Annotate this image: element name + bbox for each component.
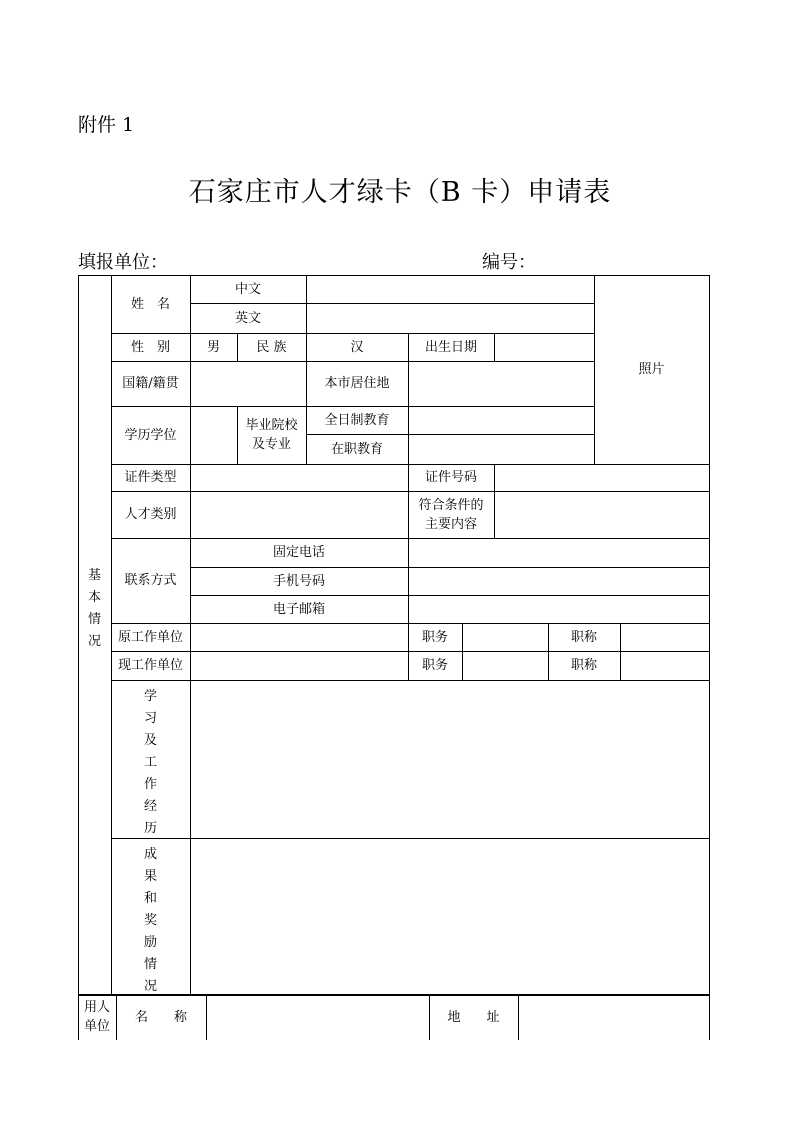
- rule: [494, 464, 495, 538]
- rule: [408, 361, 409, 406]
- full-time-education-label: 全日制教育: [324, 412, 390, 428]
- former-title-rank-label: 职称: [570, 629, 597, 645]
- former-position-label: 职务: [421, 629, 448, 645]
- mobile-label: 手机号码: [272, 573, 325, 589]
- border-right: [709, 275, 710, 995]
- rule: [111, 680, 709, 681]
- achievements-awards-label: 成 果 和 奖 励 情 况: [143, 847, 157, 994]
- rule: [462, 623, 463, 680]
- current-position-label: 职务: [421, 658, 448, 673]
- ethnicity-value: 汉: [350, 339, 364, 355]
- rule: [494, 333, 495, 361]
- rule: [111, 838, 709, 839]
- ethnicity-label: 民 族: [256, 339, 287, 355]
- rule: [206, 995, 207, 1040]
- employer-address-label: 地 址: [447, 1010, 500, 1025]
- gender-label: 性 别: [130, 339, 170, 355]
- education-label: 学历学位: [124, 427, 177, 443]
- name-chinese-label: 中文: [234, 281, 261, 297]
- rule: [190, 275, 191, 994]
- number-label: 编号：: [482, 252, 536, 273]
- name-label: 姓 名: [130, 296, 170, 312]
- rule: [709, 995, 710, 1040]
- on-job-education-label: 在职教育: [330, 441, 383, 457]
- name-english-label: 英文: [234, 310, 261, 326]
- qualifying-content-label: 符合条件的 主要内容: [418, 497, 484, 532]
- talent-category-label: 人才类别: [124, 507, 177, 522]
- attachment-label: 附件 1: [78, 114, 135, 136]
- gender-value: 男: [206, 339, 220, 355]
- fill-unit-label: 填报单位：: [78, 252, 168, 273]
- form-title: 石家庄市人才绿卡（B 卡）申请表: [188, 177, 612, 208]
- contact-label: 联系方式: [124, 573, 177, 588]
- nationality-label: 国籍/籍贯: [122, 376, 179, 391]
- landline-label: 固定电话: [272, 545, 325, 560]
- rule: [306, 275, 307, 333]
- rule: [620, 623, 621, 680]
- employer-label: 用人 单位: [83, 1000, 110, 1034]
- rule: [408, 538, 409, 623]
- rule: [518, 995, 519, 1040]
- former-employer-label: 原工作单位: [117, 629, 183, 645]
- rule: [408, 406, 409, 464]
- birth-date-label: 出生日期: [424, 339, 477, 355]
- employer-name-label: 名 称: [134, 1010, 187, 1025]
- employer-info-table: [78, 995, 710, 1040]
- study-work-history-label: 学 习 及 工 作 经 历: [143, 689, 157, 836]
- residence-label: 本市居住地: [324, 376, 390, 391]
- id-number-label: 证件号码: [424, 470, 477, 485]
- email-label: 电子邮箱: [272, 601, 325, 617]
- id-type-label: 证件类型: [124, 470, 177, 485]
- current-employer-label: 现工作单位: [117, 658, 183, 673]
- current-title-rank-label: 职称: [570, 658, 597, 673]
- photo-placeholder: 照片: [638, 362, 665, 377]
- school-major-label: 毕业院校 及专业: [245, 418, 298, 452]
- section-basic-info: 基 本 情 况: [87, 568, 101, 649]
- application-form-table: [78, 275, 710, 995]
